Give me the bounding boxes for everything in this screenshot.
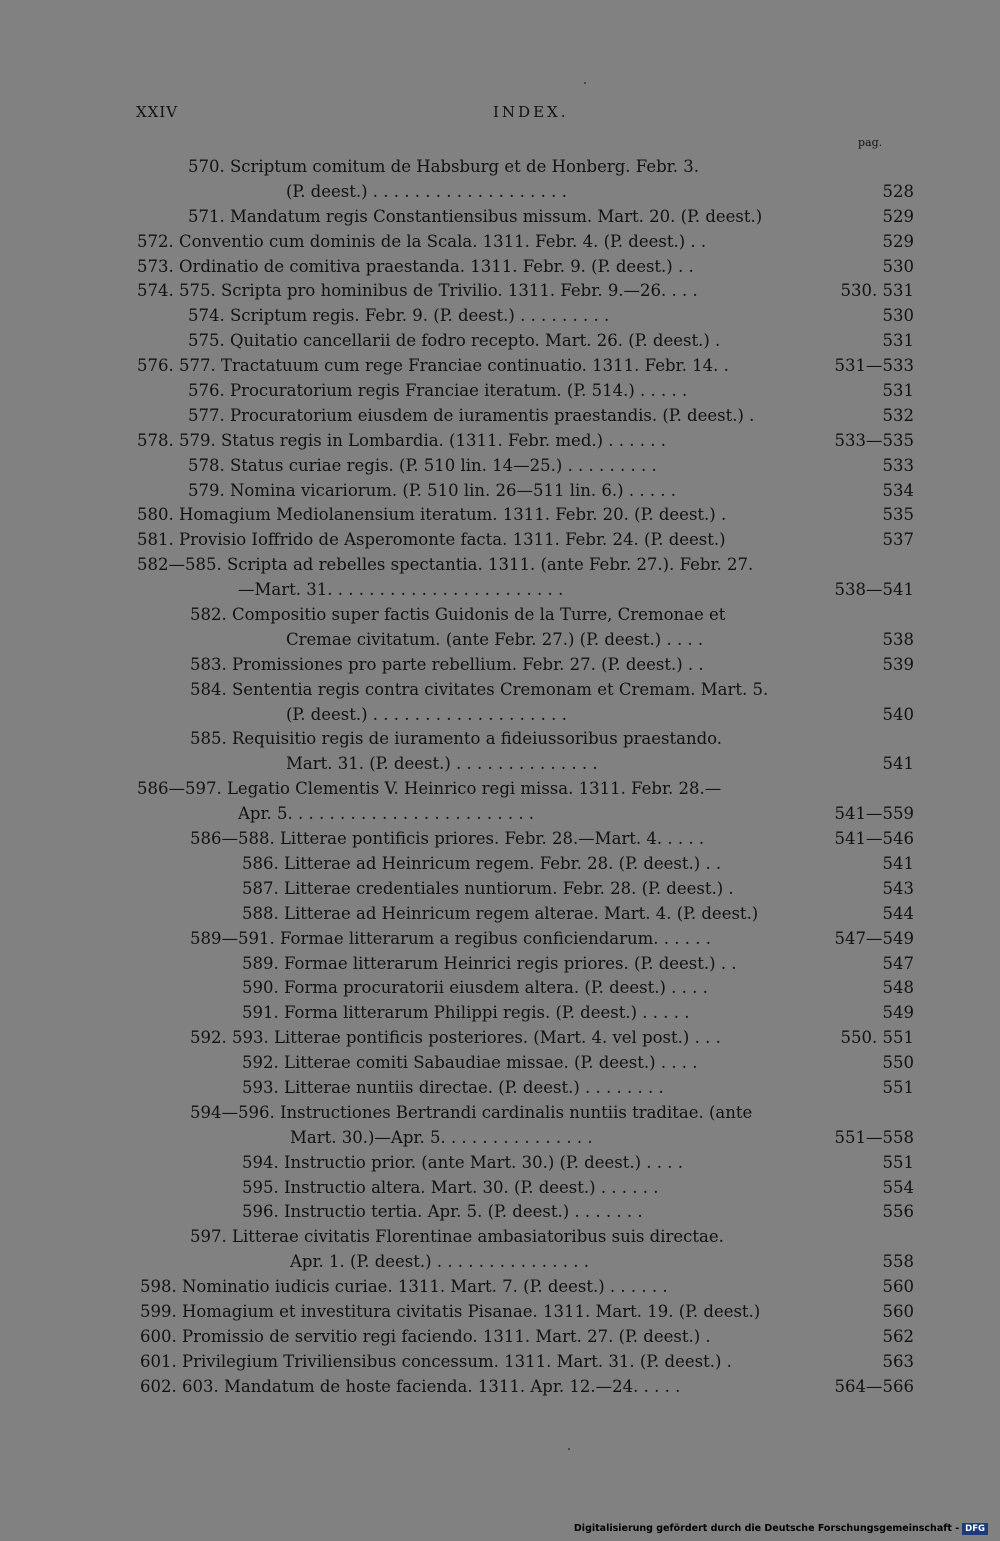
- index-entry: [0, 1375, 1000, 1400]
- entry-page: 551: [882, 1077, 914, 1097]
- index-entry: [0, 653, 1000, 678]
- entry-text: 591. Forma litterarum Philippi regis. (P. deest.) . . . . .: [242, 1003, 690, 1023]
- entry-text: 602. 603. Mandatum de hoste facienda. 1311. Apr. 12.—24. . . . .: [140, 1376, 681, 1396]
- entry-page: 556: [882, 1202, 914, 1222]
- entry-text: 589. Formae litterarum Heinrici regis priores. (P. deest.) . .: [242, 953, 737, 973]
- index-entry: [0, 1126, 1000, 1151]
- index-entry: [0, 603, 1000, 628]
- index-entry: [0, 827, 1000, 852]
- index-entry: [0, 1051, 1000, 1076]
- index-entry: [0, 1225, 1000, 1250]
- entry-page: 529: [882, 206, 914, 226]
- index-entry: [0, 205, 1000, 230]
- entry-page: 538: [882, 629, 914, 649]
- index-entry: [0, 1200, 1000, 1225]
- entry-page: 562: [882, 1326, 914, 1346]
- entry-text: 574. Scriptum regis. Febr. 9. (P. deest.) . . . . . . . . .: [188, 306, 610, 326]
- entry-text: 586—597. Legatio Clementis V. Heinrico regi missa. 1311. Febr. 28.—: [137, 779, 722, 799]
- dfg-logo: DFG: [962, 1523, 988, 1535]
- index-entry: [0, 802, 1000, 827]
- entry-page: 530: [882, 306, 914, 326]
- index-entry: [0, 155, 1000, 180]
- index-entry: [0, 927, 1000, 952]
- entry-text: 583. Promissiones pro parte rebellium. Febr. 27. (P. deest.) . .: [190, 654, 704, 674]
- index-entry: [0, 429, 1000, 454]
- entry-page: 528: [882, 181, 914, 201]
- entry-text: 595. Instructio altera. Mart. 30. (P. deest.) . . . . . .: [242, 1177, 659, 1197]
- entry-page: 533—535: [834, 430, 914, 450]
- index-entry: [0, 1350, 1000, 1375]
- entry-page: 560: [882, 1277, 914, 1297]
- entry-page: 551: [882, 1152, 914, 1172]
- index-entry: [0, 976, 1000, 1001]
- entry-text: 582. Compositio super factis Guidonis de la Turre, Cremonae et: [190, 605, 726, 625]
- index-entry: [0, 553, 1000, 578]
- entry-page: 531: [882, 381, 914, 401]
- index-entry: [0, 1250, 1000, 1275]
- entry-page: 547—549: [834, 928, 914, 948]
- entry-text: 598. Nominatio iudicis curiae. 1311. Mart. 7. (P. deest.) . . . . . .: [140, 1277, 668, 1297]
- index-entry: [0, 279, 1000, 304]
- entry-text: (P. deest.) . . . . . . . . . . . . . . . . . . .: [286, 181, 567, 201]
- index-entry: [0, 1300, 1000, 1325]
- entry-text: 573. Ordinatio de comitiva praestanda. 1311. Febr. 9. (P. deest.) . .: [137, 256, 694, 276]
- index-entry: [0, 777, 1000, 802]
- index-entry: [0, 230, 1000, 255]
- entry-text: 574. 575. Scripta pro hominibus de Trivilio. 1311. Febr. 9.—26. . . .: [137, 281, 698, 301]
- index-entries: [0, 155, 1000, 1400]
- entry-page: 550: [882, 1053, 914, 1073]
- entry-text: (P. deest.) . . . . . . . . . . . . . . . . . . .: [286, 704, 567, 724]
- index-entry: [0, 1001, 1000, 1026]
- entry-page: 540: [882, 704, 914, 724]
- entry-text: Mart. 30.)—Apr. 5. . . . . . . . . . . . . . .: [290, 1127, 593, 1147]
- index-entry: [0, 479, 1000, 504]
- entry-text: 586. Litterae ad Heinricum regem. Febr. 28. (P. deest.) . .: [242, 853, 722, 873]
- index-entry: [0, 678, 1000, 703]
- entry-page: 538—541: [834, 580, 914, 600]
- entry-page: 543: [882, 878, 914, 898]
- index-entry: [0, 304, 1000, 329]
- entry-text: 594. Instructio prior. (ante Mart. 30.) (P. deest.) . . . .: [242, 1152, 684, 1172]
- entry-page: 548: [882, 978, 914, 998]
- entry-text: 599. Homagium et investitura civitatis Pisanae. 1311. Mart. 19. (P. deest.): [140, 1301, 761, 1321]
- entry-page: 530. 531: [840, 281, 914, 301]
- entry-text: 592. Litterae comiti Sabaudiae missae. (P. deest.) . . . .: [242, 1053, 698, 1073]
- entry-page: 530: [882, 256, 914, 276]
- entry-page: 560: [882, 1301, 914, 1321]
- entry-text: —Mart. 31. . . . . . . . . . . . . . . . . . . . . . .: [238, 580, 564, 600]
- entry-text: 601. Privilegium Triviliensibus concessum. 1311. Mart. 31. (P. deest.) .: [140, 1351, 732, 1371]
- entry-text: 596. Instructio tertia. Apr. 5. (P. deest.) . . . . . . .: [242, 1202, 643, 1222]
- entry-text: 589—591. Formae litterarum a regibus conficiendarum. . . . . .: [190, 928, 711, 948]
- index-entry: [0, 503, 1000, 528]
- index-entry: [0, 628, 1000, 653]
- index-entry: [0, 404, 1000, 429]
- entry-text: 572. Conventio cum dominis de la Scala. 1311. Febr. 4. (P. deest.) . .: [137, 231, 707, 251]
- index-entry: [0, 528, 1000, 553]
- entry-page: 532: [882, 405, 914, 425]
- index-entry: [0, 329, 1000, 354]
- entry-text: 585. Requisitio regis de iuramento a fideiussoribus praestando.: [190, 729, 723, 749]
- entry-text: 592. 593. Litterae pontificis posteriores. (Mart. 4. vel post.) . . .: [190, 1028, 721, 1048]
- entry-text: Mart. 31. (P. deest.) . . . . . . . . . . . . . .: [286, 754, 598, 774]
- entry-text: 582—585. Scripta ad rebelles spectantia. 1311. (ante Febr. 27.). Febr. 27.: [137, 555, 754, 575]
- entry-text: 600. Promissio de servitio regi faciendo. 1311. Mart. 27. (P. deest.) .: [140, 1326, 711, 1346]
- entry-page: 549: [882, 1003, 914, 1023]
- entry-page: 551—558: [834, 1127, 914, 1147]
- entry-text: 597. Litterae civitatis Florentinae ambasiatoribus suis directae.: [190, 1227, 724, 1247]
- index-entry: [0, 1101, 1000, 1126]
- index-entry: [0, 952, 1000, 977]
- index-entry: [0, 1325, 1000, 1350]
- index-entry: [0, 1026, 1000, 1051]
- entry-page: 541: [882, 754, 914, 774]
- entry-page: 534: [882, 480, 914, 500]
- entry-text: 587. Litterae credentiales nuntiorum. Febr. 28. (P. deest.) .: [242, 878, 734, 898]
- index-entry: [0, 578, 1000, 603]
- digitization-footer: [574, 1522, 988, 1536]
- entry-text: 576. 577. Tractatuum cum rege Franciae continuatio. 1311. Febr. 14. .: [137, 356, 729, 376]
- entry-page: 563: [882, 1351, 914, 1371]
- entry-text: 576. Procuratorium regis Franciae iteratum. (P. 514.) . . . . .: [188, 381, 688, 401]
- index-entry: [0, 752, 1000, 777]
- index-entry: [0, 454, 1000, 479]
- entry-page: 547: [882, 953, 914, 973]
- entry-page: 537: [882, 530, 914, 550]
- index-entry: [0, 255, 1000, 280]
- entry-text: 577. Procuratorium eiusdem de iuramentis praestandis. (P. deest.) .: [188, 405, 755, 425]
- entry-page: 531—533: [834, 356, 914, 376]
- index-entry: [0, 180, 1000, 205]
- index-entry: [0, 703, 1000, 728]
- entry-text: 570. Scriptum comitum de Habsburg et de Honberg. Febr. 3.: [188, 157, 699, 176]
- index-entry: [0, 902, 1000, 927]
- index-entry: [0, 1076, 1000, 1101]
- entry-page: 539: [882, 654, 914, 674]
- entry-text: 581. Provisio Ioffrido de Asperomonte facta. 1311. Febr. 24. (P. deest.): [137, 530, 726, 550]
- entry-text: Apr. 1. (P. deest.) . . . . . . . . . . . . . . .: [290, 1252, 589, 1272]
- entry-page: 564—566: [834, 1376, 914, 1396]
- entry-text: 584. Sententia regis contra civitates Cremonam et Cremam. Mart. 5.: [190, 679, 769, 699]
- header-page-number: XXIV: [136, 103, 179, 121]
- entry-text: 594—596. Instructiones Bertrandi cardinalis nuntiis traditae. (ante: [190, 1102, 753, 1122]
- pag-column-label: pag.: [858, 136, 883, 149]
- header-title: INDEX.: [493, 103, 569, 121]
- speck-mark: [584, 82, 586, 84]
- entry-text: 578. Status curiae regis. (P. 510 lin. 14—25.) . . . . . . . . .: [188, 455, 657, 475]
- entry-text: 578. 579. Status regis in Lombardia. (1311. Febr. med.) . . . . . .: [137, 430, 666, 450]
- entry-page: 541—559: [834, 804, 914, 824]
- index-entry: [0, 1275, 1000, 1300]
- entry-text: 586—588. Litterae pontificis priores. Febr. 28.—Mart. 4. . . . .: [190, 829, 705, 849]
- entry-text: Cremae civitatum. (ante Febr. 27.) (P. deest.) . . . .: [286, 629, 704, 649]
- entry-page: 529: [882, 231, 914, 251]
- entry-page: 558: [882, 1252, 914, 1272]
- entry-text: Apr. 5. . . . . . . . . . . . . . . . . . . . . . . .: [238, 804, 535, 824]
- entry-page: 550. 551: [840, 1028, 914, 1048]
- entry-text: 580. Homagium Mediolanensium iteratum. 1311. Febr. 20. (P. deest.) .: [137, 505, 727, 525]
- index-entry: [0, 852, 1000, 877]
- entry-page: 535: [882, 505, 914, 525]
- entry-page: 541—546: [834, 829, 914, 849]
- footer-text: Digitalisierung gefördert durch die Deutsche Forschungsgemeinschaft -: [573, 1523, 960, 1534]
- entry-page: 554: [882, 1177, 914, 1197]
- entry-page: 533: [882, 455, 914, 475]
- entry-text: 571. Mandatum regis Constantiensibus missum. Mart. 20. (P. deest.): [188, 206, 763, 226]
- entry-text: 590. Forma procuratorii eiusdem altera. (P. deest.) . . . .: [242, 978, 708, 998]
- speck-mark: [568, 1448, 570, 1450]
- index-entry: [0, 1176, 1000, 1201]
- index-entry: [0, 727, 1000, 752]
- entry-page: 544: [882, 903, 914, 923]
- entry-page: 541: [882, 853, 914, 873]
- running-header: [0, 103, 1000, 125]
- index-entry: [0, 877, 1000, 902]
- index-entry: [0, 379, 1000, 404]
- entry-page: 531: [882, 331, 914, 351]
- entry-text: 593. Litterae nuntiis directae. (P. deest.) . . . . . . . .: [242, 1077, 664, 1097]
- entry-text: 588. Litterae ad Heinricum regem alterae. Mart. 4. (P. deest.): [242, 903, 759, 923]
- index-entry: [0, 1151, 1000, 1176]
- index-entry: [0, 354, 1000, 379]
- entry-text: 575. Quitatio cancellarii de fodro recepto. Mart. 26. (P. deest.) .: [188, 331, 721, 351]
- entry-text: 579. Nomina vicariorum. (P. 510 lin. 26—511 lin. 6.) . . . . .: [188, 480, 677, 500]
